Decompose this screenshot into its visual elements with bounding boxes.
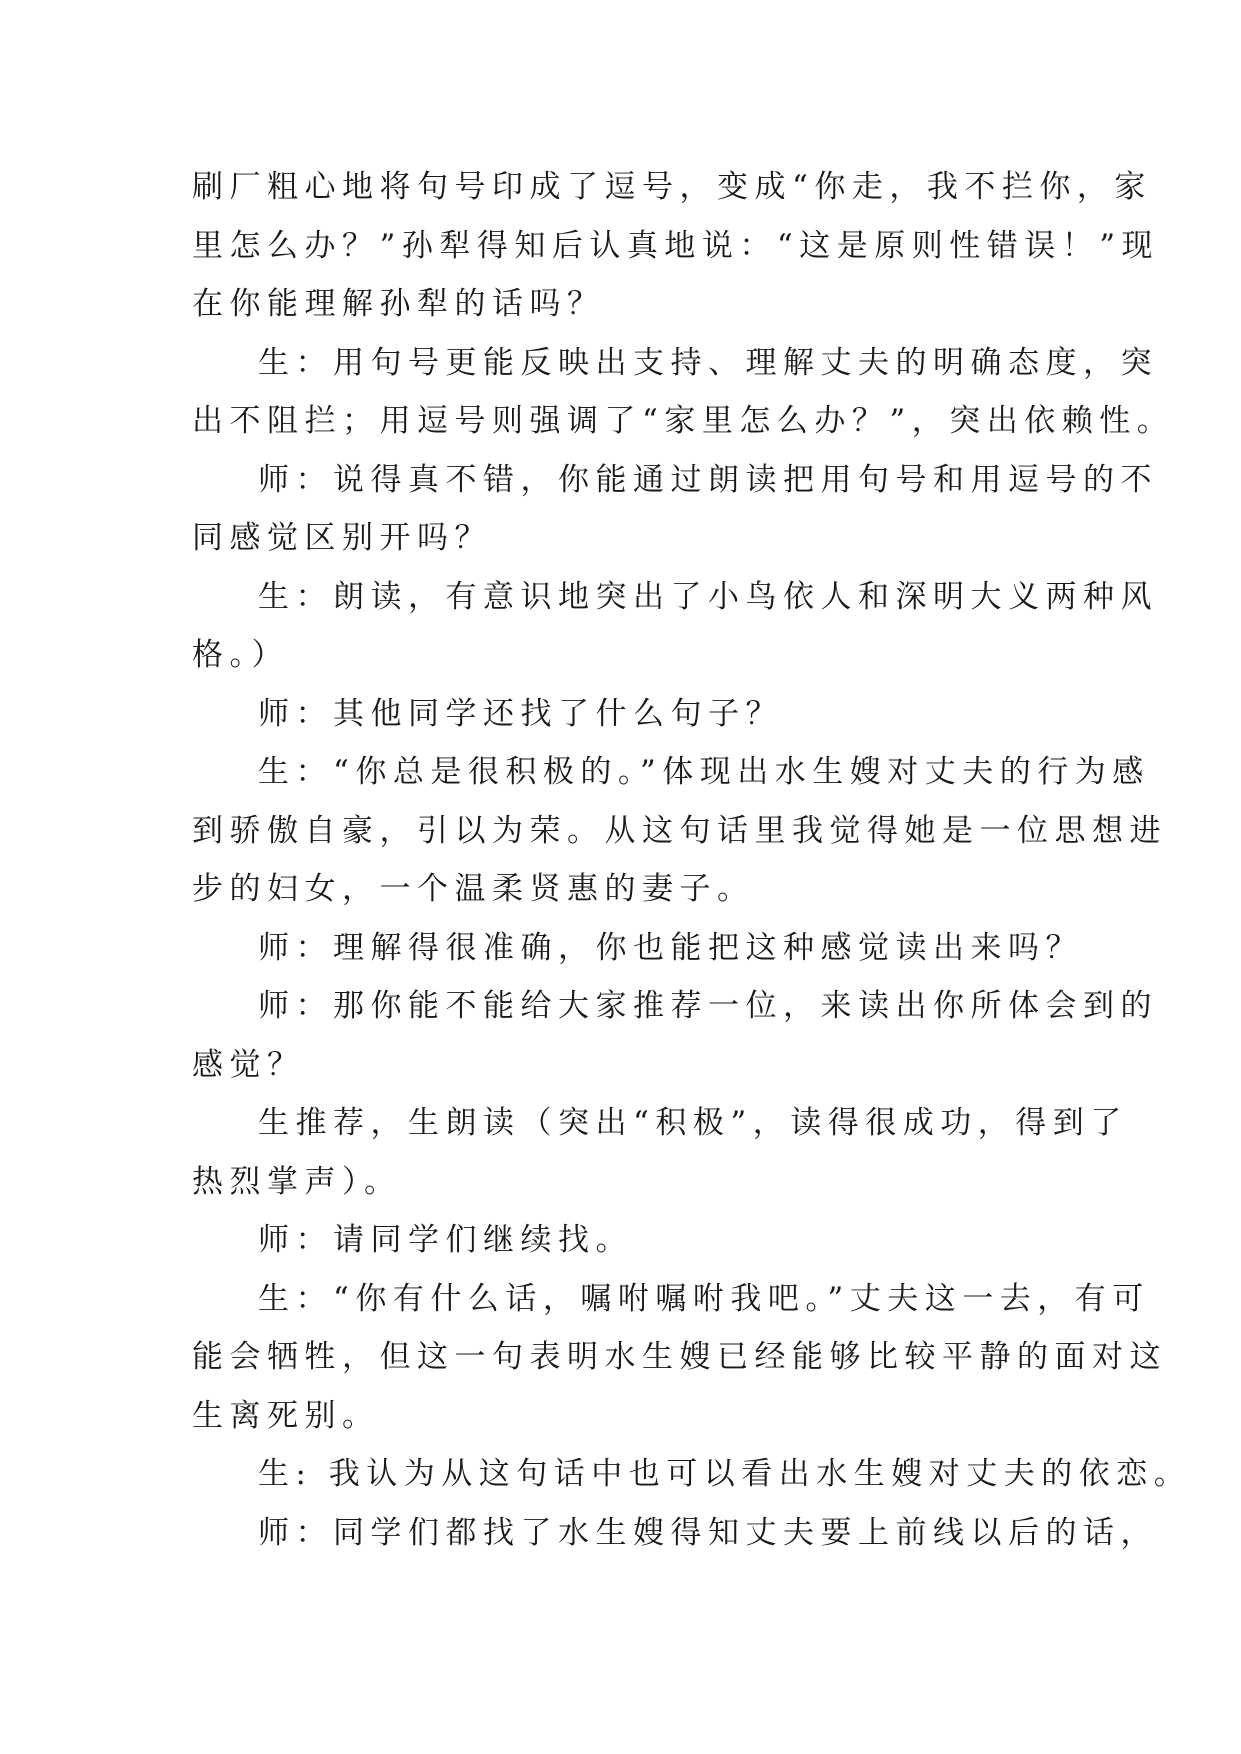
paragraph [192, 743, 1167, 919]
paragraph [192, 1445, 1192, 1504]
text-line: 师：理解得很准确，你也能把这种感觉读出来吗？ [258, 929, 1083, 966]
text-line: 步的妇女，一个温柔贤惠的妻子。 [192, 871, 755, 907]
text-line: 生：朗读，有意识地突出了小鸟依人和深明大义两种风 [258, 578, 1158, 615]
paragraph [192, 334, 1175, 451]
text-line: 师：那你能不能给大家推荐一位，来读出你所体会到的 [258, 988, 1158, 1024]
text-line: 刷厂粗心地将句号印成了逗号，变成“你走，我不拦你，家 [192, 169, 1152, 205]
paragraph [192, 451, 1158, 568]
text-line: 生推荐，生朗读（突出“积极”，读得很成功，得到了 [258, 1105, 1128, 1141]
text-line: 生：用句号更能反映出支持、理解丈夫的明确态度，突 [258, 344, 1158, 381]
text-line: 能会牺牲，但这一句表明水生嫂已经能够比较平静的面对这 [192, 1339, 1167, 1375]
text-line: 到骄傲自豪，引以为荣。从这句话里我觉得她是一位思想进 [192, 812, 1167, 849]
text-line: 师：其他同学还找了什么句子？ [258, 695, 783, 732]
paragraph [192, 568, 1158, 685]
paragraph [192, 1270, 1167, 1446]
text-line: 生: 我认为从这句话中也可以看出水生嫂对丈夫的依恋。 [258, 1456, 1192, 1492]
paragraph [192, 1094, 1128, 1211]
paragraph [192, 919, 1083, 978]
text-line: 师：同学们都找了水生嫂得知丈夫要上前线以后的话， [258, 1514, 1158, 1551]
text-line: 感觉？ [192, 1046, 305, 1083]
text-line: 出不阻拦；用逗号则强调了“家里怎么办？”，突出依赖性。 [192, 403, 1175, 439]
paragraph [192, 977, 1158, 1094]
text-line: 师：说得真不错，你能通过朗读把用句号和用逗号的不 [258, 461, 1158, 498]
paragraph [192, 158, 1160, 334]
text-line: 里怎么办？”孙犁得知后认真地说：“这是原则性错误！”现 [192, 227, 1160, 264]
text-line: 在你能理解孙犁的话吗？ [192, 286, 605, 322]
text-line: 热烈掌声）。 [192, 1163, 402, 1200]
text-line: 同感觉区别开吗？ [192, 520, 492, 556]
text-line: 格。） [192, 637, 289, 673]
document-body [192, 158, 1192, 1562]
text-line: 生：“你总是很积极的。”体现出水生嫂对丈夫的行为感 [258, 754, 1150, 790]
paragraph [192, 685, 1060, 744]
text-line: 生离死别。 [192, 1397, 380, 1434]
text-line: 师：请同学们继续找。 [258, 1222, 633, 1258]
text-line: 生：“你有什么话，嘱咐嘱咐我吧。”丈夫这一去，有可 [258, 1280, 1150, 1317]
paragraph [192, 1504, 1158, 1563]
paragraph [192, 1211, 1060, 1270]
